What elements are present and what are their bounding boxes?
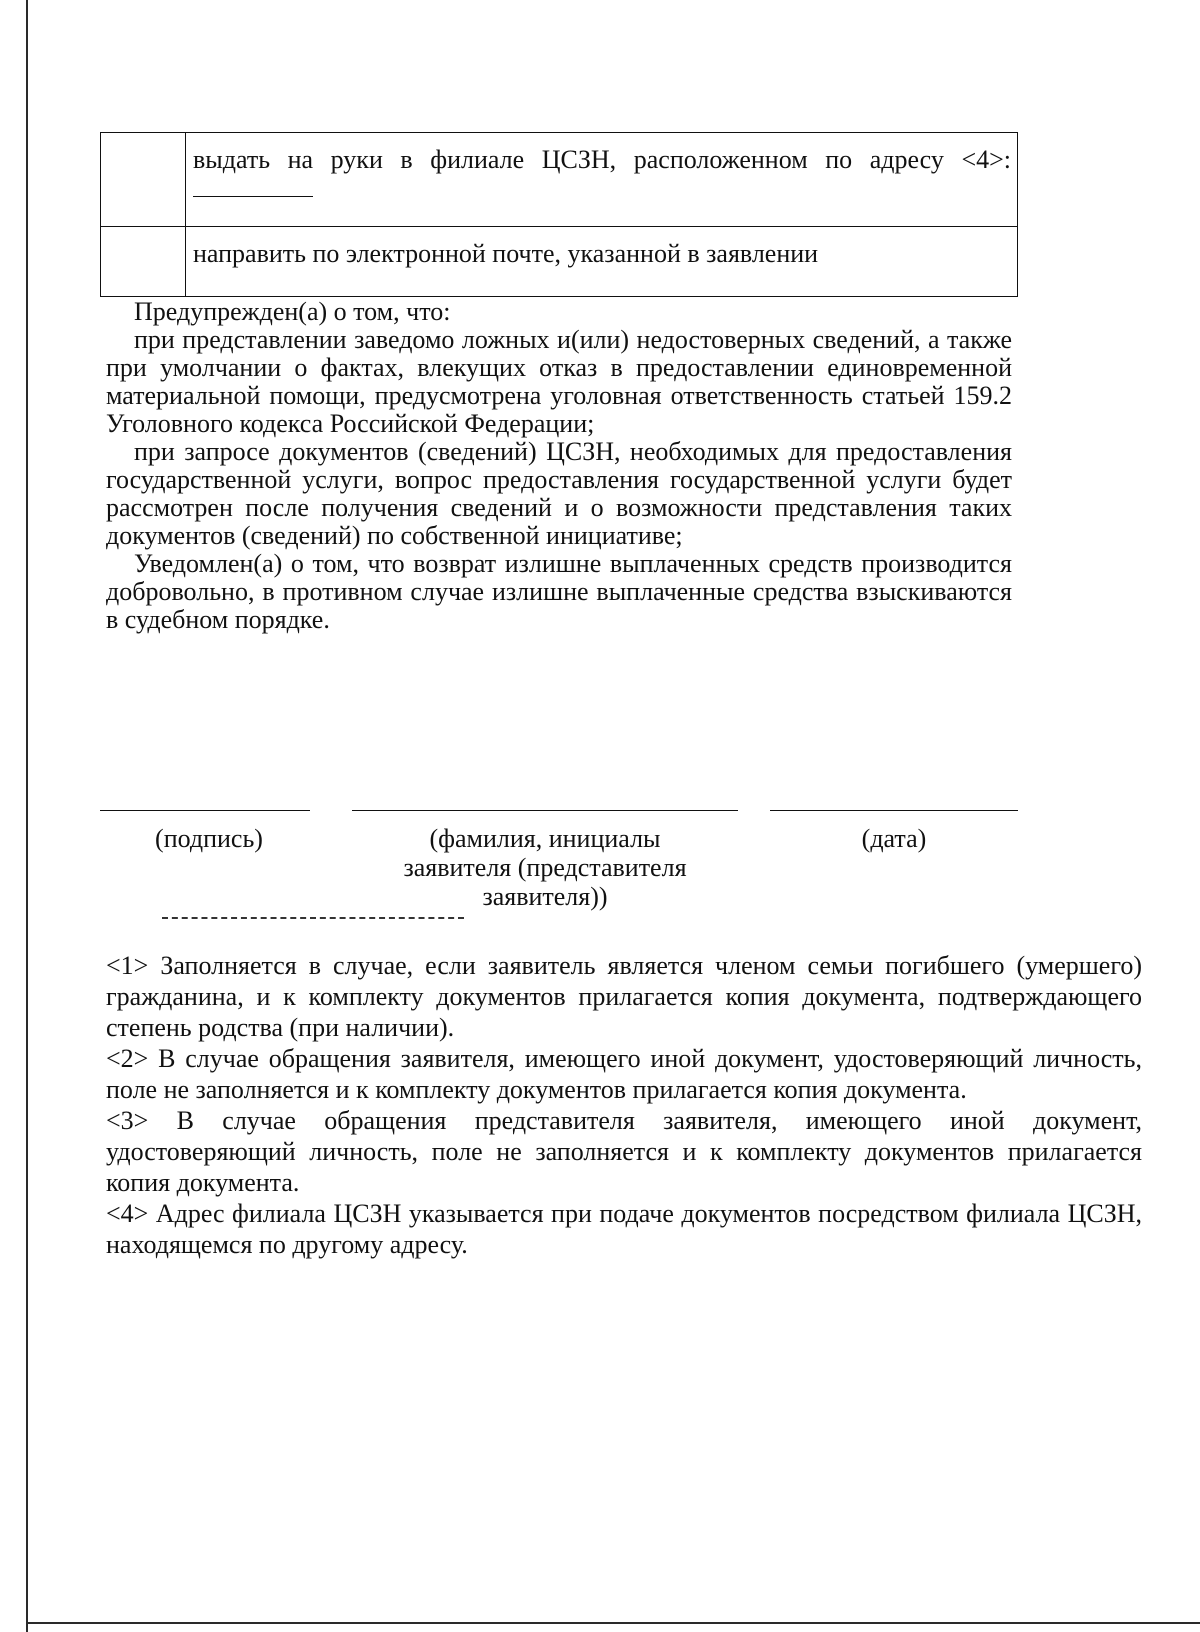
warnings-section [106, 298, 1012, 634]
warnings-intro: Предупрежден(а) о том, что: [134, 297, 451, 326]
footnote-separator [162, 917, 464, 919]
date-caption: (дата) [861, 824, 927, 853]
footnote-2: <2> В случае обращения заявителя, имеющего иной документ, удостоверяющий личность, поле не заполняется и к комплекту документов прилагается копия документа. [106, 1044, 1142, 1104]
delivery-option-label: направить по электронной почте, указанной в заявлении [193, 239, 819, 268]
footnote-1: <1> Заполняется в случае, если заявитель является членом семьи погибшего (умершего) гражданина, и к комплекту документов прилагается копия документа, подтверждающего степень родства (при наличии). [106, 951, 1142, 1042]
footnote-3: <3> В случае обращения представителя заявителя, имеющего иной документ, удостоверяющий личность, поле не заполняется и к комплекту документов прилагается копия документа. [106, 1106, 1142, 1197]
delivery-option-row [101, 227, 1018, 297]
signature-line[interactable] [100, 810, 310, 811]
date-line[interactable] [770, 810, 1018, 811]
name-caption: (фамилия, инициалы заявителя (представителя заявителя)) [403, 824, 687, 911]
delivery-option-label: выдать на руки в филиале ЦСЗН, расположенном по адресу <4>: [193, 145, 1011, 174]
footnote-4: <4> Адрес филиала ЦСЗН указывается при подаче документов посредством филиала ЦСЗН, находящемся по другому адресу. [106, 1199, 1142, 1259]
footnotes-section [106, 950, 1142, 1260]
page-left-edge [26, 0, 28, 1632]
branch-address-blank[interactable] [193, 174, 313, 197]
delivery-option-row [101, 133, 1018, 227]
warning-documents-request: при запросе документов (сведений) ЦСЗН, необходимых для предоставления государственной услуги, вопрос предоставления государственной услуги будет рассмотрен после получения сведений и о возможности представления таких документов (сведений) по собственной инициативе; [106, 437, 1012, 550]
signature-caption: (подпись) [155, 824, 263, 853]
delivery-options-table [100, 132, 1018, 297]
delivery-option-checkbox-cell[interactable] [101, 133, 186, 227]
notice-overpayment-return: Уведомлен(а) о том, что возврат излишне выплаченных средств производится добровольно, в противном случае излишне выплаченные средства взыскиваются в судебном порядке. [106, 549, 1012, 634]
delivery-option-checkbox-cell[interactable] [101, 227, 186, 297]
name-line[interactable] [352, 810, 738, 811]
delivery-option-text [186, 227, 1018, 297]
warning-criminal-liability: при представлении заведомо ложных и(или) недостоверных сведений, а также при умолчании о фактах, влекущих отказ в предоставлении единовременной материальной помощи, предусмотрена уголовная ответственность статьей 159.2 Уголовного кодекса Российской Федерации; [106, 325, 1012, 438]
delivery-option-text [186, 133, 1018, 227]
page-bottom-edge [26, 1622, 1200, 1624]
